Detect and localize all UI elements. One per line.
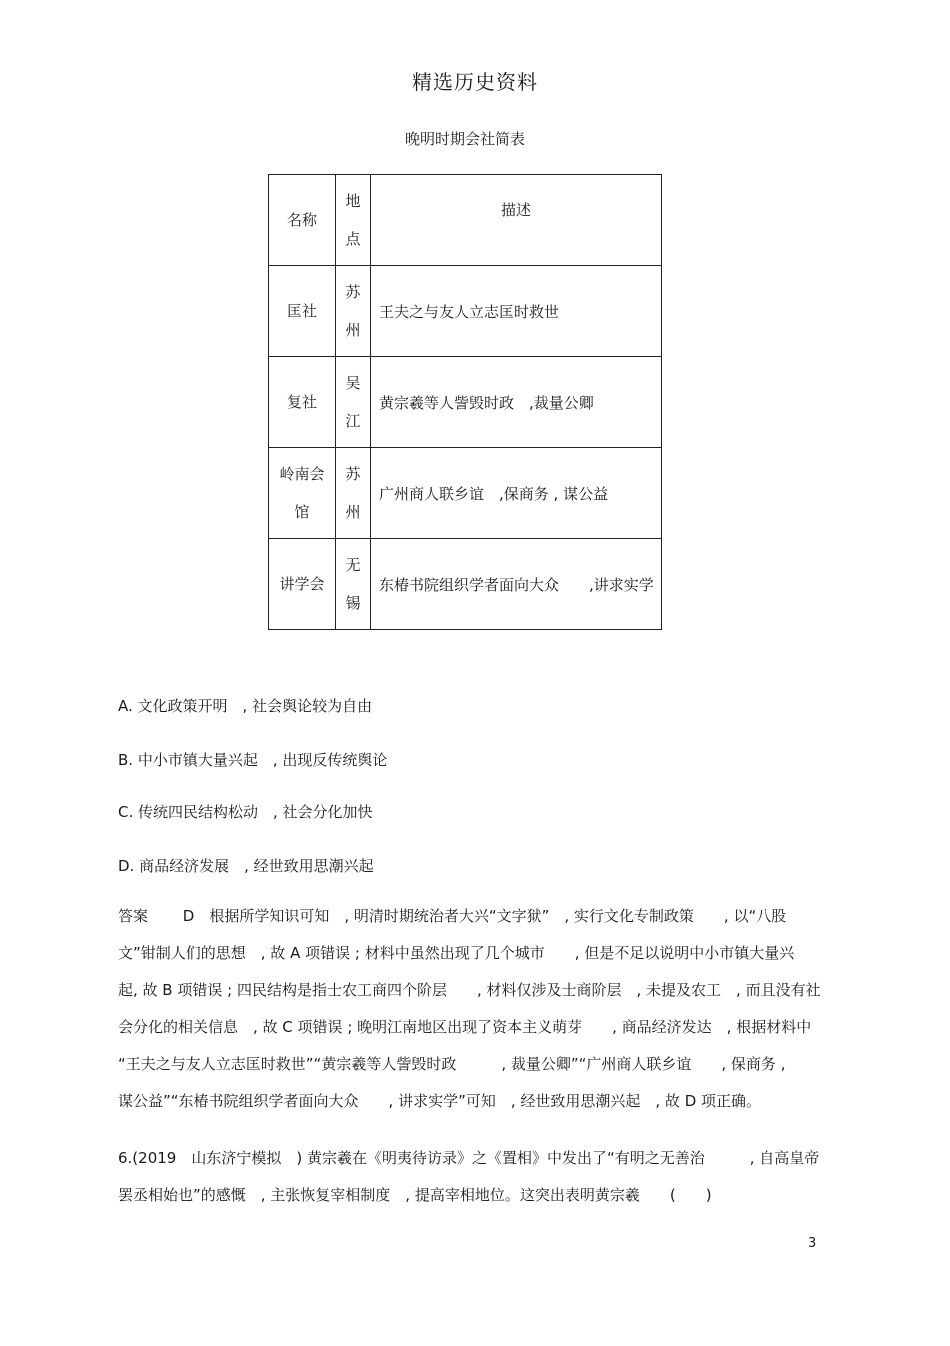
row-name <box>269 448 336 539</box>
table-row <box>269 539 662 630</box>
row-desc: 黄宗羲等人訾毁时政 ,裁量公卿 <box>371 357 662 448</box>
row-place-line: 无 <box>345 556 361 574</box>
header-place-line: 地 <box>345 192 361 210</box>
row-place <box>336 357 371 448</box>
row-place-line: 苏 <box>345 465 361 483</box>
table-row <box>269 357 662 448</box>
row-place-line: 州 <box>345 321 361 339</box>
row-name-line: 馆 <box>294 503 310 521</box>
row-place-line: 苏 <box>345 283 361 301</box>
question-6 <box>118 1140 818 1214</box>
society-table <box>268 174 662 630</box>
answer-line: 答案 D 根据所学知识可知 , 明清时期统治者大兴“文字狱” , 实行文化专制政策 , 以“八股 <box>118 907 787 925</box>
row-desc: 东椿书院组织学者面向大众 ,讲求实学 <box>371 539 662 630</box>
option-b: B. 中小市镇大量兴起 , 出现反传统舆论 <box>118 751 388 769</box>
answer-line: 会分化的相关信息 , 故 C 项错误 ; 晚明江南地区出现了资本主义萌芽 , 商品经济发达 , 根据材料中 <box>118 1018 812 1036</box>
page-number: 3 <box>808 1236 817 1251</box>
answer-line: 起, 故 B 项错误 ; 四民结构是指士农工商四个阶层 , 材料仅涉及士商阶层 , 未提及农工 , 而且没有社 <box>118 981 821 999</box>
row-desc: 广州商人联乡谊 ,保商务 , 谋公益 <box>371 448 662 539</box>
row-place <box>336 448 371 539</box>
row-place <box>336 539 371 630</box>
row-place <box>336 266 371 357</box>
header-place <box>336 175 371 266</box>
row-name: 匡社 <box>269 266 336 357</box>
table-row <box>269 266 662 357</box>
row-place-line: 州 <box>345 503 361 521</box>
answer-line: 文”钳制人们的思想 , 故 A 项错误 ; 材料中虽然出现了几个城市 , 但是不足以说明中小市镇大量兴 <box>118 944 795 962</box>
table-caption: 晚明时期会社简表 <box>404 130 525 148</box>
row-name-line: 岭南会 <box>279 465 325 483</box>
answer-explanation <box>118 898 821 1120</box>
header-desc: 描述 <box>371 175 662 266</box>
row-place-line: 江 <box>345 412 361 430</box>
table-row <box>269 448 662 539</box>
row-place-line: 锡 <box>345 594 361 612</box>
table-header-row <box>269 175 662 266</box>
header-name: 名称 <box>269 175 336 266</box>
row-place-line: 吴 <box>345 374 361 392</box>
answer-line: 谋公益”“东椿书院组织学者面向大众 , 讲求实学”可知 , 经世致用思潮兴起 , 故 D 项正确。 <box>118 1092 762 1110</box>
question-line: 罢丞相始也”的感慨 , 主张恢复宰相制度 , 提高宰相地位。这突出表明黄宗羲 ( ) <box>118 1186 712 1204</box>
page-title: 精选历史资料 <box>412 70 538 94</box>
option-c: C. 传统四民结构松动 , 社会分化加快 <box>118 803 373 821</box>
question-line: 6.(2019 山东济宁模拟 ) 黄宗羲在《明夷待访录》之《置相》中发出了“有明之无善治 , 自高皇帝 <box>118 1149 820 1167</box>
row-name: 讲学会 <box>269 539 336 630</box>
option-d: D. 商品经济发展 , 经世致用思潮兴起 <box>118 857 374 875</box>
row-name: 复社 <box>269 357 336 448</box>
row-desc: 王夫之与友人立志匡时救世 <box>371 266 662 357</box>
option-a: A. 文化政策开明 , 社会舆论较为自由 <box>118 697 373 715</box>
answer-line: “王夫之与友人立志匡时救世”“黄宗羲等人訾毁时政 , 裁量公卿”“广州商人联乡谊 , 保商务 , <box>118 1055 786 1073</box>
header-place-line: 点 <box>345 230 361 248</box>
